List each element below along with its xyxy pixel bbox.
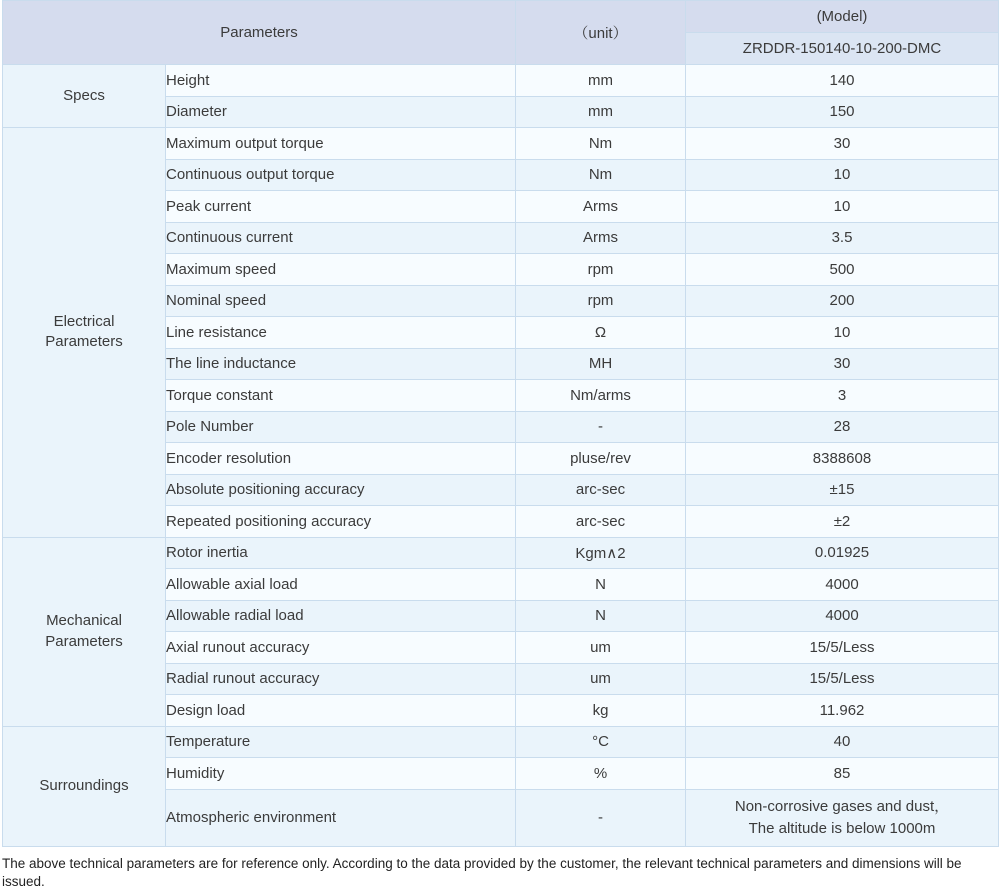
group-label-line1: Electrical bbox=[54, 313, 115, 330]
param-value: 150 bbox=[686, 96, 999, 128]
param-label: Line resistance bbox=[166, 317, 516, 349]
param-unit: °C bbox=[516, 726, 686, 758]
group-label-electrical-parameters bbox=[3, 128, 166, 538]
param-value: 200 bbox=[686, 285, 999, 317]
table-row bbox=[3, 537, 999, 569]
param-value: 28 bbox=[686, 411, 999, 443]
param-value: 11.962 bbox=[686, 695, 999, 727]
param-unit: Arms bbox=[516, 191, 686, 223]
param-value: 10 bbox=[686, 159, 999, 191]
param-label: Rotor inertia bbox=[166, 537, 516, 569]
param-value: 3 bbox=[686, 380, 999, 412]
param-unit: Arms bbox=[516, 222, 686, 254]
param-unit: um bbox=[516, 663, 686, 695]
param-value: 3.5 bbox=[686, 222, 999, 254]
param-unit: arc-sec bbox=[516, 506, 686, 538]
param-unit: N bbox=[516, 600, 686, 632]
param-label: Repeated positioning accuracy bbox=[166, 506, 516, 538]
param-label: Encoder resolution bbox=[166, 443, 516, 475]
param-unit: % bbox=[516, 758, 686, 790]
param-label: Design load bbox=[166, 695, 516, 727]
param-unit: Nm/arms bbox=[516, 380, 686, 412]
param-label: Torque constant bbox=[166, 380, 516, 412]
param-value: 500 bbox=[686, 254, 999, 286]
param-value-line1: Non-corrosive gases and dust， bbox=[735, 798, 949, 815]
param-unit: um bbox=[516, 632, 686, 664]
param-unit: arc-sec bbox=[516, 474, 686, 506]
param-unit: Nm bbox=[516, 128, 686, 160]
param-unit: Kgm∧2 bbox=[516, 537, 686, 569]
param-unit: pluse/rev bbox=[516, 443, 686, 475]
param-unit: rpm bbox=[516, 285, 686, 317]
group-label-line2: Parameters bbox=[45, 633, 123, 650]
param-unit: kg bbox=[516, 695, 686, 727]
param-label: Maximum speed bbox=[166, 254, 516, 286]
param-value: 30 bbox=[686, 128, 999, 160]
param-value: 10 bbox=[686, 317, 999, 349]
param-value: ±15 bbox=[686, 474, 999, 506]
param-unit: mm bbox=[516, 65, 686, 97]
param-label: Continuous output torque bbox=[166, 159, 516, 191]
footnote: The above technical parameters are for reference only. According to the data provided by the customer, the relevant technical parameters and dimensions will be issued. bbox=[0, 847, 1000, 892]
header-parameters: Parameters bbox=[3, 1, 516, 65]
param-value: ±2 bbox=[686, 506, 999, 538]
param-unit: MH bbox=[516, 348, 686, 380]
param-value: 4000 bbox=[686, 569, 999, 601]
param-value: 40 bbox=[686, 726, 999, 758]
param-label: Nominal speed bbox=[166, 285, 516, 317]
param-value: 4000 bbox=[686, 600, 999, 632]
header-model-title: (Model) bbox=[686, 1, 999, 33]
group-label-surroundings: Surroundings bbox=[3, 726, 166, 846]
table-body bbox=[3, 65, 999, 847]
param-value: 10 bbox=[686, 191, 999, 223]
table-row bbox=[3, 65, 999, 97]
group-label-line2: Parameters bbox=[45, 333, 123, 350]
group-label-specs: Specs bbox=[3, 65, 166, 128]
param-label: Height bbox=[166, 65, 516, 97]
table-row bbox=[3, 726, 999, 758]
param-value: 15/5/Less bbox=[686, 632, 999, 664]
param-label: The line inductance bbox=[166, 348, 516, 380]
group-label-line1: Mechanical bbox=[46, 612, 122, 629]
param-value: 0.01925 bbox=[686, 537, 999, 569]
param-value bbox=[686, 789, 999, 846]
table-row bbox=[3, 128, 999, 160]
param-unit: N bbox=[516, 569, 686, 601]
param-value: 8388608 bbox=[686, 443, 999, 475]
param-label: Continuous current bbox=[166, 222, 516, 254]
param-label: Humidity bbox=[166, 758, 516, 790]
header-model-value: ZRDDR-150140-10-200-DMC bbox=[686, 33, 999, 65]
specification-table bbox=[2, 0, 999, 847]
param-unit: mm bbox=[516, 96, 686, 128]
param-label: Radial runout accuracy bbox=[166, 663, 516, 695]
param-label: Allowable radial load bbox=[166, 600, 516, 632]
param-unit: rpm bbox=[516, 254, 686, 286]
param-value: 30 bbox=[686, 348, 999, 380]
param-label: Temperature bbox=[166, 726, 516, 758]
param-label: Axial runout accuracy bbox=[166, 632, 516, 664]
param-label: Absolute positioning accuracy bbox=[166, 474, 516, 506]
param-label: Maximum output torque bbox=[166, 128, 516, 160]
param-label: Peak current bbox=[166, 191, 516, 223]
param-label: Atmospheric environment bbox=[166, 789, 516, 846]
header-unit: （unit） bbox=[516, 1, 686, 65]
param-unit: Ω bbox=[516, 317, 686, 349]
param-value: 85 bbox=[686, 758, 999, 790]
group-label-mechanical-parameters bbox=[3, 537, 166, 726]
param-value: 15/5/Less bbox=[686, 663, 999, 695]
param-unit: Nm bbox=[516, 159, 686, 191]
param-value-line2: The altitude is below 1000m bbox=[749, 820, 936, 837]
param-value: 140 bbox=[686, 65, 999, 97]
table-header bbox=[3, 1, 999, 65]
param-label: Allowable axial load bbox=[166, 569, 516, 601]
param-label: Pole Number bbox=[166, 411, 516, 443]
param-unit: - bbox=[516, 411, 686, 443]
param-label: Diameter bbox=[166, 96, 516, 128]
param-unit: - bbox=[516, 789, 686, 846]
